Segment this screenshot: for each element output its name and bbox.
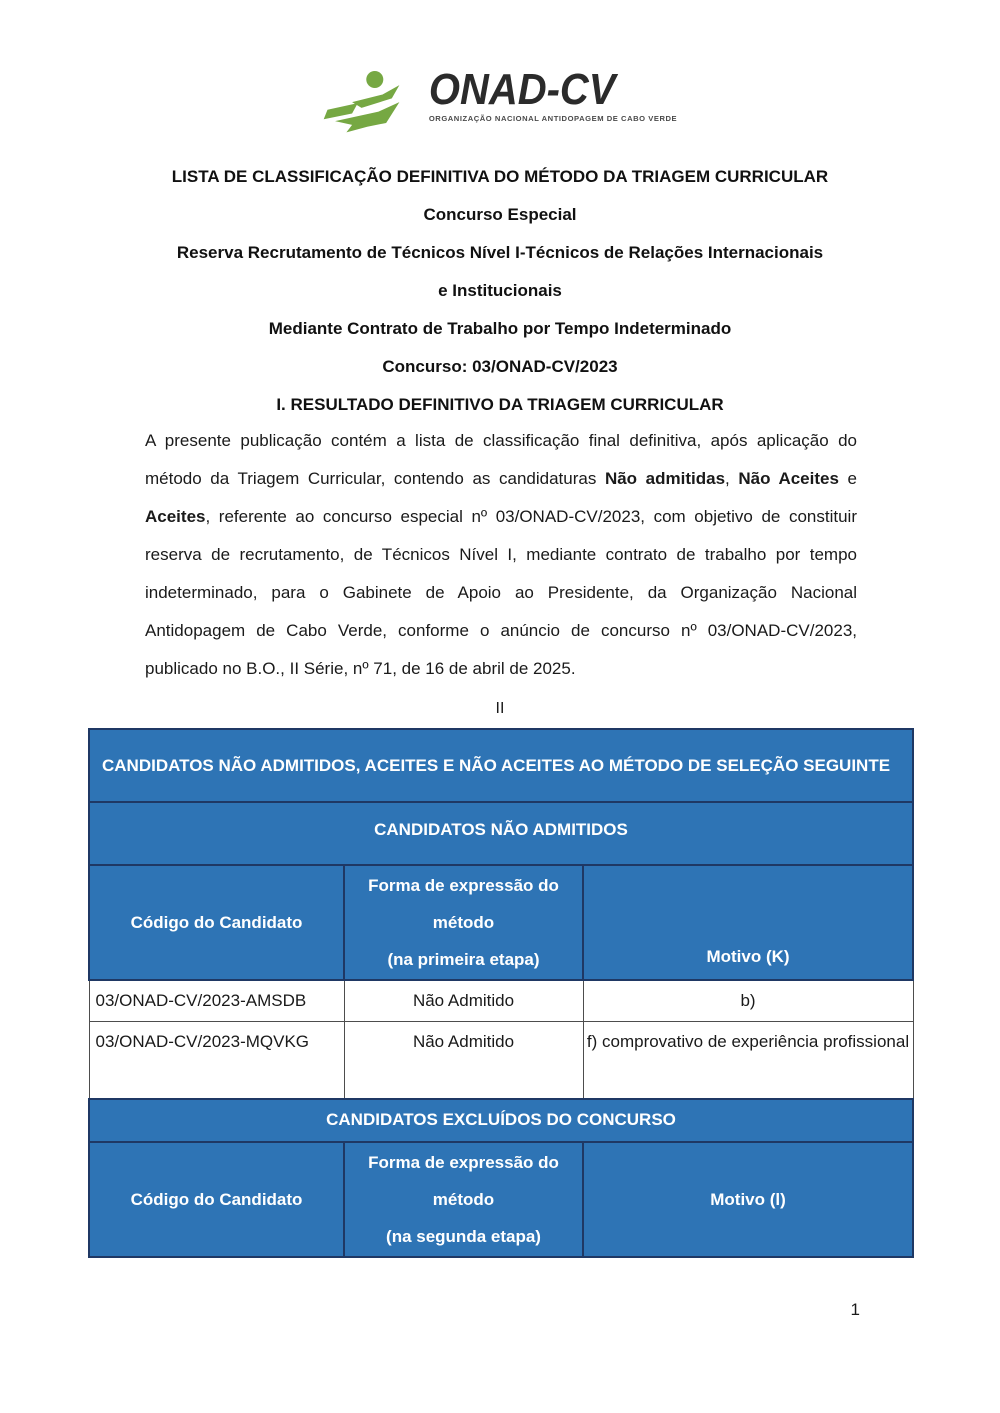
column-header-forma: Forma de expressão do método (na primeira etapa): [344, 865, 583, 980]
intro-paragraph: A presente publicação contém a lista de classificação final definitiva, após aplicação do método da Triagem Curricular, contendo as candidaturas Não admitidas, Não Aceites e Aceites, referente ao concurso especial nº 03/ONAD-CV/2023, com objetivo de constituir reserva de recrutamento, de Técnicos Nível I, mediante contrato de trabalho por tempo indeterminado, para o Gabinete de Apoio ao Presidente, da Organização Nacional Antidopagem de Cabo Verde, conforme o anúncio de concurso nº 03/ONAD-CV/2023, publicado no B.O., II Série, nº 71, de 16 de abril de 2025.: [145, 431, 857, 678]
results-table: [88, 728, 914, 1258]
candidate-status: Não Admitido: [344, 1022, 583, 1099]
column-header-codigo: Código do Candidato: [89, 865, 344, 980]
section-marker: II: [495, 700, 505, 717]
runner-icon: [323, 70, 419, 140]
column-header-codigo: Código do Candidato: [89, 1142, 344, 1257]
logo-text: [428, 66, 678, 123]
intro-bold-nao-aceites: Não Aceites: [738, 469, 839, 488]
logo-wordmark: ONAD-CV: [428, 66, 616, 114]
page-number: 1: [850, 1300, 860, 1319]
title-line-2: Concurso Especial: [423, 205, 577, 224]
intro-text: A presente publicação contém a lista de classificação final definitiva, após aplicação do método da Triagem Curricular, contendo as candidaturas: [145, 431, 857, 488]
title-line-4: e Institucionais: [438, 281, 562, 300]
candidate-motivo: b): [583, 980, 913, 1022]
intro-bold-aceites: Aceites: [145, 507, 206, 526]
logo-tagline: ORGANIZAÇÃO NACIONAL ANTIDOPAGEM DE CABO VERDE: [428, 114, 678, 123]
column-header-motivo-l: Motivo (l): [583, 1142, 913, 1257]
section-title-nao-admitidos: CANDIDATOS NÃO ADMITIDOS: [89, 802, 913, 865]
title-line-6: Concurso: 03/ONAD-CV/2023: [382, 357, 618, 376]
title-line-3: Reserva Recrutamento de Técnicos Nível I-Técnicos de Relações Internacionais: [176, 243, 824, 262]
title-line-7: I. RESULTADO DEFINITIVO DA TRIAGEM CURRICULAR: [276, 395, 724, 414]
candidate-code: 03/ONAD-CV/2023-AMSDB: [89, 980, 344, 1022]
table-header-band: CANDIDATOS NÃO ADMITIDOS, ACEITES E NÃO ACEITES AO MÉTODO DE SELEÇÃO SEGUINTE: [89, 729, 913, 802]
candidate-status: Não Admitido: [344, 980, 583, 1022]
title-block: [0, 158, 1000, 424]
column-header-motivo-k: Motivo (K): [583, 865, 913, 980]
intro-bold-nao-admitidas: Não admitidas: [604, 469, 726, 488]
title-line-1: LISTA DE CLASSIFICAÇÃO DEFINITIVA DO MÉTODO DA TRIAGEM CURRICULAR: [171, 167, 829, 186]
onad-logo: [0, 0, 1000, 140]
title-line-5: Mediante Contrato de Trabalho por Tempo Indeterminado: [268, 319, 732, 338]
candidate-code: 03/ONAD-CV/2023-MQVKG: [89, 1022, 344, 1099]
intro-text-2: , referente ao concurso especial nº 03/ONAD-CV/2023, com objetivo de constituir reserva de recrutamento, de Técnicos Nível I, mediante contrato de trabalho por tempo indeterminado, para o Gabinete de Apoio ao Presidente, da Organização Nacional Antidopagem de Cabo Verde, conforme o anúncio de concurso nº 03/ONAD-CV/2023, publicado no B.O., II Série, nº 71, de 16 de abril de 2025.: [145, 507, 857, 678]
column-header-forma: Forma de expressão do método (na segunda etapa): [344, 1142, 583, 1257]
section-title-excluidos: CANDIDATOS EXCLUÍDOS DO CONCURSO: [89, 1099, 913, 1142]
candidate-motivo: f) comprovativo de experiência profissional: [583, 1022, 913, 1099]
